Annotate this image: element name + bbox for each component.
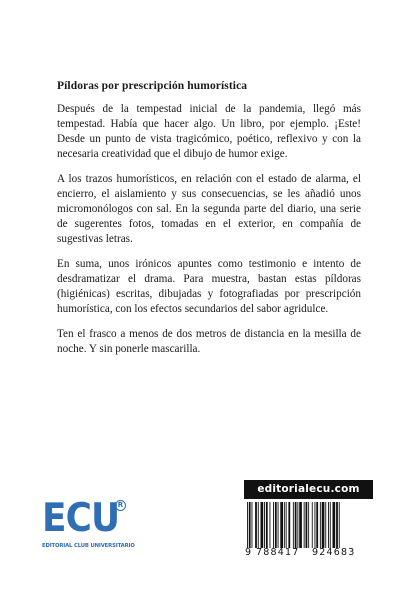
logo-wordmark: ECU: [42, 496, 120, 541]
publisher-website: editorialecu.com: [244, 480, 373, 499]
publisher-logo: [40, 496, 135, 561]
blurb-paragraph-1: Después de la tempestad inicial de la pandemia, llegó más tempestad. Había que hacer algo. Un libro, por ejemplo. ¡Este! Desde un punto de vista tragicómico, poético, reflexivo y con la necesaria creatividad que el dibujo de humor exige.: [57, 103, 361, 160]
publisher-name: EDITORIAL CLUB UNIVERSITARIO: [42, 543, 135, 549]
blurb-paragraph-2: A los trazos humorísticos, en relación con el estado de alarma, el encierro, el aislamiento y sus consecuencias, se les añadió unos micromonólogos con sal. En la segunda parte del diario, una serie de sugerentes fotos, tomadas en el exterior, en compañía de sugestivas letras.: [57, 173, 361, 245]
blurb-title: Píldoras por prescripción humorística: [57, 80, 248, 92]
isbn-barcode-block: [244, 480, 373, 560]
blurb-text: [57, 102, 361, 367]
blurb-paragraph-4: Ten el frasco a menos de dos metros de distancia en la mesilla de noche. Y sin ponerle mascarilla.: [57, 328, 361, 355]
barcode-icon: [246, 502, 371, 548]
isbn-digits-left: 788417: [256, 547, 300, 558]
registered-mark-icon: R: [115, 500, 126, 511]
isbn-digits-right: 924683: [312, 547, 356, 558]
isbn-digit-first: 9: [245, 547, 253, 558]
blurb-paragraph-3: En suma, unos irónicos apuntes como testimonio e intento de desdramatizar el drama. Para muestra, bastan estas píldoras (higiénicas) escritas, dibujadas y fotografiadas por prescripción humorística, con los efectos secundarios del sabor agridulce.: [57, 258, 361, 315]
